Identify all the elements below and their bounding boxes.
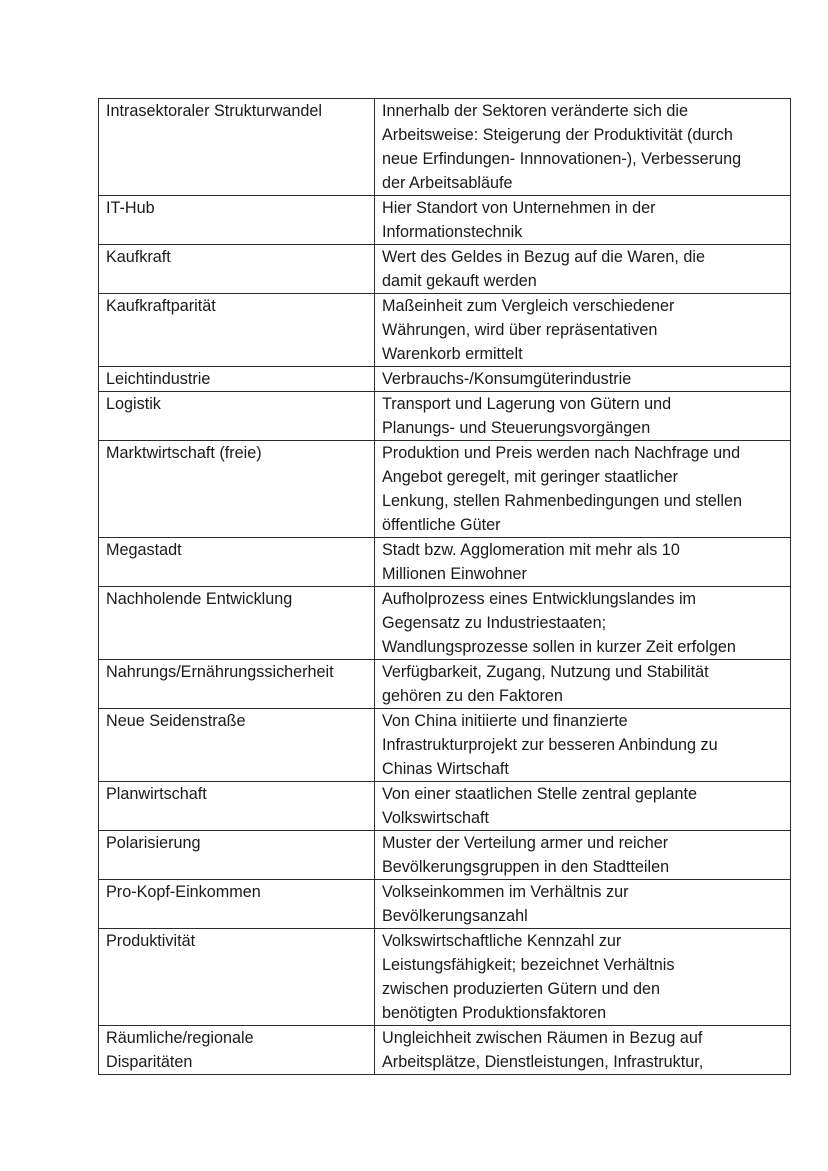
- table-row: [99, 782, 791, 831]
- term-cell: Nachholende Entwicklung: [99, 587, 375, 660]
- table-row: [99, 196, 791, 245]
- term-cell: IT-Hub: [99, 196, 375, 245]
- definition-cell: Verfügbarkeit, Zugang, Nutzung und Stabilität gehören zu den Faktoren: [375, 660, 791, 709]
- definition-cell: Wert des Geldes in Bezug auf die Waren, die damit gekauft werden: [375, 245, 791, 294]
- term-cell: Nahrungs/Ernährungssicherheit: [99, 660, 375, 709]
- term-cell: Produktivität: [99, 929, 375, 1026]
- definition-cell: Innerhalb der Sektoren veränderte sich die Arbeitsweise: Steigerung der Produktivität (durch neue Erfindungen- Innnovationen-), Verbesserung der Arbeitsabläufe: [375, 99, 791, 196]
- table-row: [99, 929, 791, 1026]
- table-row: [99, 587, 791, 660]
- definition-cell: Von einer staatlichen Stelle zentral geplante Volkswirtschaft: [375, 782, 791, 831]
- term-cell: Leichtindustrie: [99, 367, 375, 392]
- definition-cell: Ungleichheit zwischen Räumen in Bezug auf Arbeitsplätze, Dienstleistungen, Infrastruktur,: [375, 1026, 791, 1075]
- term-cell: Megastadt: [99, 538, 375, 587]
- term-cell: Polarisierung: [99, 831, 375, 880]
- definition-cell: Muster der Verteilung armer und reicher Bevölkerungsgruppen in den Stadtteilen: [375, 831, 791, 880]
- table-row: [99, 99, 791, 196]
- definition-cell: Hier Standort von Unternehmen in der Informationstechnik: [375, 196, 791, 245]
- definition-cell: Transport und Lagerung von Gütern und Planungs- und Steuerungsvorgängen: [375, 392, 791, 441]
- table-row: [99, 245, 791, 294]
- term-cell: Planwirtschaft: [99, 782, 375, 831]
- table-row: [99, 1026, 791, 1075]
- term-cell: Intrasektoraler Strukturwandel: [99, 99, 375, 196]
- table-row: [99, 441, 791, 538]
- glossary-table: [98, 98, 791, 1075]
- term-cell: Kaufkraftparität: [99, 294, 375, 367]
- table-row: [99, 392, 791, 441]
- table-row: [99, 709, 791, 782]
- definition-cell: Stadt bzw. Agglomeration mit mehr als 10 Millionen Einwohner: [375, 538, 791, 587]
- table-row: [99, 538, 791, 587]
- term-cell: Räumliche/regionale Disparitäten: [99, 1026, 375, 1075]
- glossary-table-body: [99, 99, 791, 1075]
- table-row: [99, 880, 791, 929]
- definition-cell: Verbrauchs-/Konsumgüterindustrie: [375, 367, 791, 392]
- table-row: [99, 367, 791, 392]
- definition-cell: Volkswirtschaftliche Kennzahl zur Leistungsfähigkeit; bezeichnet Verhältnis zwischen produzierten Gütern und den benötigten Produktionsfaktoren: [375, 929, 791, 1026]
- term-cell: Kaufkraft: [99, 245, 375, 294]
- definition-cell: Maßeinheit zum Vergleich verschiedener Währungen, wird über repräsentativen Warenkorb ermittelt: [375, 294, 791, 367]
- term-cell: Marktwirtschaft (freie): [99, 441, 375, 538]
- document-page: [98, 98, 790, 1075]
- term-cell: Pro-Kopf-Einkommen: [99, 880, 375, 929]
- table-row: [99, 294, 791, 367]
- definition-cell: Produktion und Preis werden nach Nachfrage und Angebot geregelt, mit geringer staatlicher Lenkung, stellen Rahmenbedingungen und stellen öffentliche Güter: [375, 441, 791, 538]
- term-cell: Neue Seidenstraße: [99, 709, 375, 782]
- table-row: [99, 831, 791, 880]
- term-cell: Logistik: [99, 392, 375, 441]
- definition-cell: Aufholprozess eines Entwicklungslandes im Gegensatz zu Industriestaaten; Wandlungsprozesse sollen in kurzer Zeit erfolgen: [375, 587, 791, 660]
- definition-cell: Volkseinkommen im Verhältnis zur Bevölkerungsanzahl: [375, 880, 791, 929]
- definition-cell: Von China initiierte und finanzierte Infrastrukturprojekt zur besseren Anbindung zu Chinas Wirtschaft: [375, 709, 791, 782]
- table-row: [99, 660, 791, 709]
